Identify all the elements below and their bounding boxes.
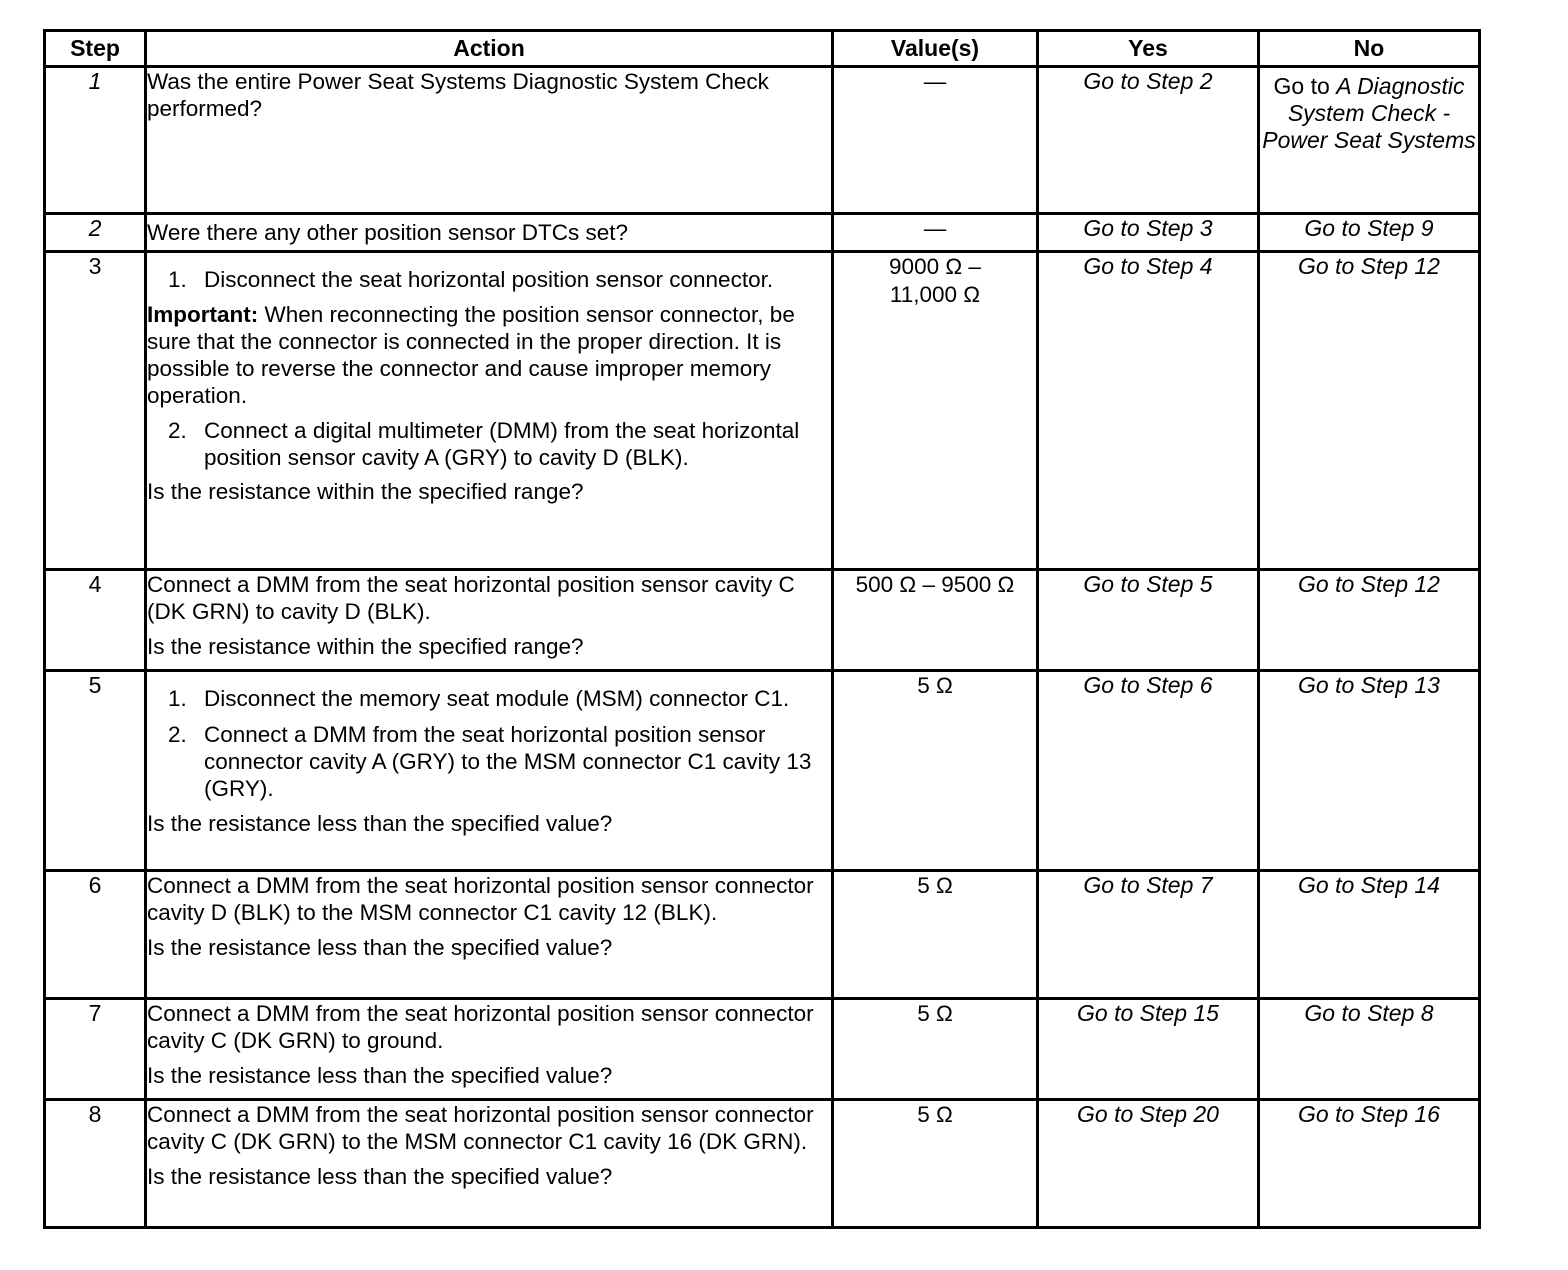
no-link[interactable]: Go to Step 14 [1259, 871, 1480, 999]
yes-link[interactable]: Go to Step 4 [1038, 252, 1259, 570]
action-text: Connect a DMM from the seat horizontal position sensor cavity C (DK GRN) to cavity D (BLK). [147, 572, 795, 624]
list-number: 2. [168, 722, 187, 747]
step-number: 1 [45, 67, 146, 214]
no-link[interactable]: Go to Step 12 [1259, 570, 1480, 671]
no-link[interactable]: Go to Step 8 [1259, 999, 1480, 1100]
action-cell [146, 252, 833, 570]
value-cell [833, 252, 1038, 570]
yes-link[interactable]: Go to Step 3 [1038, 214, 1259, 252]
value-cell: — [833, 67, 1038, 214]
table-row [45, 999, 1480, 1100]
question-text: Is the resistance within the specified range? [147, 479, 584, 504]
table-row [45, 252, 1480, 570]
list-number: 2. [168, 418, 187, 443]
step-number: 7 [45, 999, 146, 1100]
question-text: Is the resistance less than the specified value? [147, 811, 613, 836]
action-cell [146, 214, 833, 252]
question-text: Is the resistance within the specified range? [147, 634, 584, 659]
question-text: Is the resistance less than the specified value? [147, 935, 613, 960]
no-cell[interactable] [1259, 67, 1480, 214]
step-number: 6 [45, 871, 146, 999]
action-cell [146, 671, 833, 871]
no-link[interactable]: Go to Step 13 [1259, 671, 1480, 871]
action-text: Connect a DMM from the seat horizontal position sensor connector cavity C (DK GRN) to ground. [147, 1001, 814, 1053]
no-link[interactable]: A Diagnostic System Check - Power Seat Systems [1262, 73, 1476, 153]
action-cell [146, 871, 833, 999]
diagnostic-table [43, 29, 1481, 1229]
no-link[interactable]: Go to Step 16 [1259, 1100, 1480, 1228]
important-text: When reconnecting the position sensor connector, be sure that the connector is connected in the proper direction. It is possible to reverse the connector and cause improper memory operation. [147, 302, 795, 408]
list-text: Connect a DMM from the seat horizontal position sensor connector cavity A (GRY) to the MSM connector C1 cavity 13 (GRY). [204, 722, 812, 801]
action-cell [146, 570, 833, 671]
value-cell: 500 Ω – 9500 Ω [833, 570, 1038, 671]
step-number: 3 [45, 252, 146, 570]
list-item [147, 721, 831, 802]
table-row [45, 871, 1480, 999]
action-text: Were there any other position sensor DTCs set? [147, 220, 629, 245]
question-text: Is the resistance less than the specified value? [147, 1164, 613, 1189]
yes-link[interactable]: Go to Step 20 [1038, 1100, 1259, 1228]
action-cell [146, 1100, 833, 1228]
list-text: Disconnect the seat horizontal position sensor connector. [204, 267, 774, 292]
yes-link[interactable]: Go to Step 15 [1038, 999, 1259, 1100]
important-note [147, 301, 831, 409]
header-values: Value(s) [833, 31, 1038, 67]
header-step: Step [45, 31, 146, 67]
list-item [147, 266, 831, 293]
step-number: 4 [45, 570, 146, 671]
header-row [45, 31, 1480, 67]
step-number: 2 [45, 214, 146, 252]
yes-link[interactable]: Go to Step 7 [1038, 871, 1259, 999]
action-text: Connect a DMM from the seat horizontal position sensor connector cavity D (BLK) to the MSM connector C1 cavity 12 (BLK). [147, 873, 814, 925]
value-cell: — [833, 214, 1038, 252]
list-number: 1. [168, 686, 187, 711]
table-row [45, 570, 1480, 671]
table-row [45, 1100, 1480, 1228]
yes-link[interactable]: Go to Step 2 [1038, 67, 1259, 214]
value-line: 11,000 Ω [889, 282, 981, 307]
header-action: Action [146, 31, 833, 67]
list-item [147, 417, 831, 471]
question-text: Is the resistance less than the specified value? [147, 1063, 613, 1088]
yes-link[interactable]: Go to Step 6 [1038, 671, 1259, 871]
value-cell: 5 Ω [833, 871, 1038, 999]
table-row [45, 67, 1480, 214]
step-number: 5 [45, 671, 146, 871]
action-cell [146, 67, 833, 214]
action-text: Was the entire Power Seat Systems Diagnostic System Check performed? [147, 69, 769, 121]
no-prefix: Go to [1273, 73, 1337, 99]
no-link[interactable]: Go to Step 12 [1259, 252, 1480, 570]
yes-link[interactable]: Go to Step 5 [1038, 570, 1259, 671]
header-yes: Yes [1038, 31, 1259, 67]
value-cell: 5 Ω [833, 1100, 1038, 1228]
value-cell: 5 Ω [833, 999, 1038, 1100]
table-row [45, 214, 1480, 252]
no-link[interactable]: Go to Step 9 [1259, 214, 1480, 252]
list-text: Disconnect the memory seat module (MSM) connector C1. [204, 686, 790, 711]
action-cell [146, 999, 833, 1100]
value-line: 9000 Ω – [889, 254, 981, 279]
value-cell: 5 Ω [833, 671, 1038, 871]
table-row [45, 671, 1480, 871]
important-label: Important: [147, 302, 259, 327]
action-text: Connect a DMM from the seat horizontal position sensor connector cavity C (DK GRN) to the MSM connector C1 cavity 16 (DK GRN). [147, 1102, 814, 1154]
step-number: 8 [45, 1100, 146, 1228]
list-text: Connect a digital multimeter (DMM) from the seat horizontal position sensor cavity A (GRY) to cavity D (BLK). [204, 418, 800, 470]
list-item [147, 685, 831, 712]
header-no: No [1259, 31, 1480, 67]
list-number: 1. [168, 267, 187, 292]
